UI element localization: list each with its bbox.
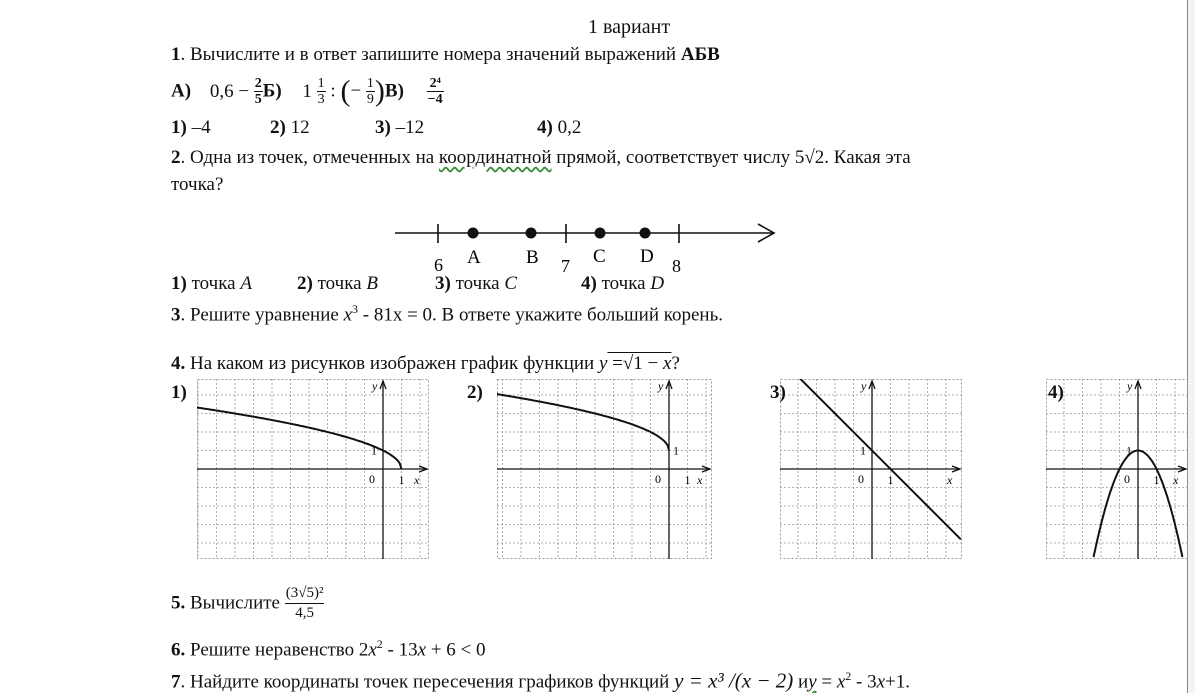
q2-answer-3 — [435, 273, 517, 295]
q5-frac-den: 4,5 — [295, 605, 314, 621]
q1-expressions — [171, 76, 444, 112]
q1-answer-1-num: 1) — [171, 117, 187, 138]
q2-answer-2-val: точка — [312, 273, 367, 294]
q6-var1: x — [368, 639, 377, 661]
q7-f2-var: y — [808, 671, 817, 693]
q2-answer-3-val: точка — [450, 273, 505, 294]
point-label-c: C — [593, 246, 606, 267]
q7-f2-end: +1. — [885, 671, 911, 693]
q1-b-frac-den: 3 — [317, 92, 325, 107]
q1-answer-2-num: 2) — [270, 117, 286, 138]
x-axis-label: x — [414, 473, 420, 487]
q3-number: 3 — [171, 304, 181, 326]
graph-2 — [497, 379, 712, 559]
q1-answer-4 — [537, 117, 581, 139]
q7-mid: и — [793, 671, 809, 693]
q1-b-label: Б) — [262, 80, 282, 102]
tick-label-6: 6 — [434, 255, 443, 275]
x-tick-one-label: 1 — [887, 473, 894, 487]
q4-func-eq: =√1 − — [607, 353, 664, 374]
q2-answer-4-val: точка — [596, 273, 651, 294]
q3-text-a: . Решите уравнение — [180, 304, 344, 326]
q1-v-frac-num: 2⁴ — [427, 76, 444, 92]
point-label-b: B — [526, 247, 539, 268]
q2-spellcheck-word: координатной — [438, 147, 552, 168]
page-title: 1 вариант — [588, 16, 671, 38]
q1-b-paren-close: ) — [374, 74, 385, 108]
q6-text-a: Решите неравенство 2 — [185, 639, 369, 661]
q1-answer-3-num: 3) — [375, 117, 391, 138]
question-2 — [171, 147, 911, 169]
q7-f2-x2: x — [876, 671, 886, 693]
q1-b-frac2-den: 9 — [366, 92, 374, 107]
q2-text-line2: точка? — [171, 174, 224, 195]
y-tick-one-label: 1 — [371, 443, 377, 458]
point-label-d: D — [640, 246, 654, 267]
q1-b-frac2-num: 1 — [366, 76, 374, 91]
tick-label-8: 8 — [672, 256, 681, 276]
q2-answer-3-var: C — [504, 273, 518, 294]
q5-fraction — [285, 584, 325, 623]
number-line — [390, 215, 790, 277]
q1-answer-2 — [270, 117, 310, 139]
q7-f2-x1: x — [836, 671, 846, 693]
q6-var2: x — [417, 639, 427, 661]
q3-text-b: - 81x = 0. В ответе укажите больший корень. — [358, 304, 724, 326]
y-tick-one-label: 1 — [673, 443, 679, 458]
q1-bold-tail: АБВ — [680, 44, 720, 65]
point-b — [526, 228, 537, 239]
q6-text-b: - 13 — [382, 639, 418, 661]
q4-func-var: y — [598, 353, 608, 374]
graph-2-label: 2) — [467, 382, 483, 403]
q7-f2-rest: - 3 — [851, 671, 877, 693]
origin-label: 0 — [858, 472, 864, 486]
q1-v-fraction — [427, 76, 444, 107]
q1-answer-1 — [171, 117, 211, 139]
q2-answer-4-num: 4) — [581, 273, 597, 294]
x-axis-label: x — [697, 473, 703, 487]
q4-number: 4. — [171, 353, 186, 374]
question-5 — [171, 584, 324, 632]
q4-func-x: $\overline{x}$ — [663, 353, 672, 374]
graph-4 — [1046, 379, 1188, 559]
q1-answer-4-num: 4) — [537, 117, 553, 138]
question-1 — [171, 44, 720, 66]
x-tick-one-label: 1 — [1153, 473, 1160, 487]
q1-b-fraction — [317, 76, 326, 107]
q7-number: 7 — [171, 671, 181, 693]
q1-b-fraction2 — [366, 76, 375, 107]
q2-text-a: . Одна из точек, отмеченных на — [180, 147, 439, 168]
q1-answer-3 — [375, 117, 424, 139]
q2-answer-1-num: 1) — [171, 273, 187, 294]
q1-v-label: В) — [384, 80, 404, 102]
q2-answer-1 — [171, 273, 252, 295]
x-tick-one-label: 1 — [684, 473, 691, 487]
q5-text: Вычислите — [185, 592, 285, 614]
q4-func-end: ? — [671, 353, 680, 374]
graph-1-label: 1) — [171, 382, 187, 403]
origin-label: 0 — [369, 472, 375, 486]
y-tick-one-label: 1 — [1126, 443, 1132, 458]
graph-4-label: 4) — [1048, 382, 1064, 403]
q6-number: 6. — [171, 639, 186, 661]
q7-function-1: y = x³ /(x − 2) — [674, 668, 794, 693]
q2-answer-2-num: 2) — [297, 273, 313, 294]
origin-label: 0 — [1124, 472, 1130, 486]
q4-text-a: На каком из рисунков изображен график функции — [185, 353, 599, 374]
graph-3 — [780, 379, 962, 559]
x-axis-label: x — [1173, 473, 1179, 487]
q2-answer-2-var: B — [366, 273, 378, 294]
q1-b-paren-open: ( — [340, 74, 351, 108]
question-4 — [171, 353, 680, 375]
q2-answer-3-num: 3) — [435, 273, 451, 294]
x-axis-label: x — [947, 473, 953, 487]
x-tick-one-label: 1 — [398, 473, 405, 487]
q1-text: . Вычислите и в ответ запишите номера значений выражений — [180, 44, 681, 65]
q1-b-minus: − — [350, 80, 362, 102]
origin-label: 0 — [655, 472, 661, 486]
q1-b-whole: 1 — [302, 80, 312, 102]
function-curve — [497, 394, 669, 450]
q1-a-label: А) — [171, 80, 192, 102]
graph-1 — [197, 379, 429, 559]
y-axis-label: y — [372, 379, 378, 393]
q1-a-fraction — [254, 76, 263, 107]
q1-number: 1 — [171, 44, 181, 65]
q1-a-expr: 0,6 − — [209, 80, 250, 102]
q1-v-frac-den: −4 — [427, 92, 443, 107]
q3-sup: 3 — [352, 302, 358, 316]
q2-answer-1-var: A — [240, 273, 252, 294]
point-d — [640, 228, 651, 239]
tick-label-7: 7 — [561, 256, 570, 276]
function-curve — [780, 379, 961, 539]
q1-a-frac-num: 2 — [254, 76, 262, 91]
y-tick-one-label: 1 — [860, 443, 866, 458]
function-curve — [197, 406, 402, 469]
q5-number: 5. — [171, 592, 186, 614]
q6-sup: 2 — [376, 637, 383, 651]
graph-3-label: 3) — [770, 382, 786, 403]
q2-answer-2 — [297, 273, 378, 295]
q2-text-b: прямой, соответствует числу 5√2. Какая эта — [551, 147, 911, 168]
q6-text-c: + 6 < 0 — [426, 639, 486, 661]
q5-frac-num: (3√5)² — [285, 584, 325, 604]
q7-f2-sup: 2 — [845, 669, 852, 683]
q1-answer-2-val: 12 — [285, 117, 310, 138]
q1-answer-4-val: 0,2 — [552, 117, 582, 138]
q3-var: x — [343, 304, 352, 326]
question-6 — [171, 633, 486, 661]
q1-answer-3-val: –12 — [390, 117, 425, 138]
q2-number: 2 — [171, 147, 181, 168]
question-7 — [171, 665, 910, 693]
q2-answer-1-val: точка — [186, 273, 241, 294]
y-axis-label: y — [658, 379, 664, 393]
point-label-a: A — [467, 247, 481, 268]
point-a — [468, 228, 479, 239]
q7-text-a: . Найдите координаты точек пересечения графиков функций — [180, 671, 675, 693]
page-edge — [1187, 0, 1195, 693]
q1-b-frac-num: 1 — [317, 76, 325, 91]
question-3 — [171, 298, 723, 326]
q2-answer-4 — [581, 273, 664, 295]
y-axis-label: y — [1127, 379, 1133, 393]
q1-a-frac-den: 5 — [254, 92, 262, 107]
q1-b-colon: : — [330, 80, 336, 102]
q2-answer-4-var: D — [650, 273, 665, 294]
y-axis-label: y — [861, 379, 867, 393]
point-c — [595, 228, 606, 239]
q7-f2-eq: = — [816, 671, 837, 693]
q1-answer-1-val: –4 — [186, 117, 211, 138]
